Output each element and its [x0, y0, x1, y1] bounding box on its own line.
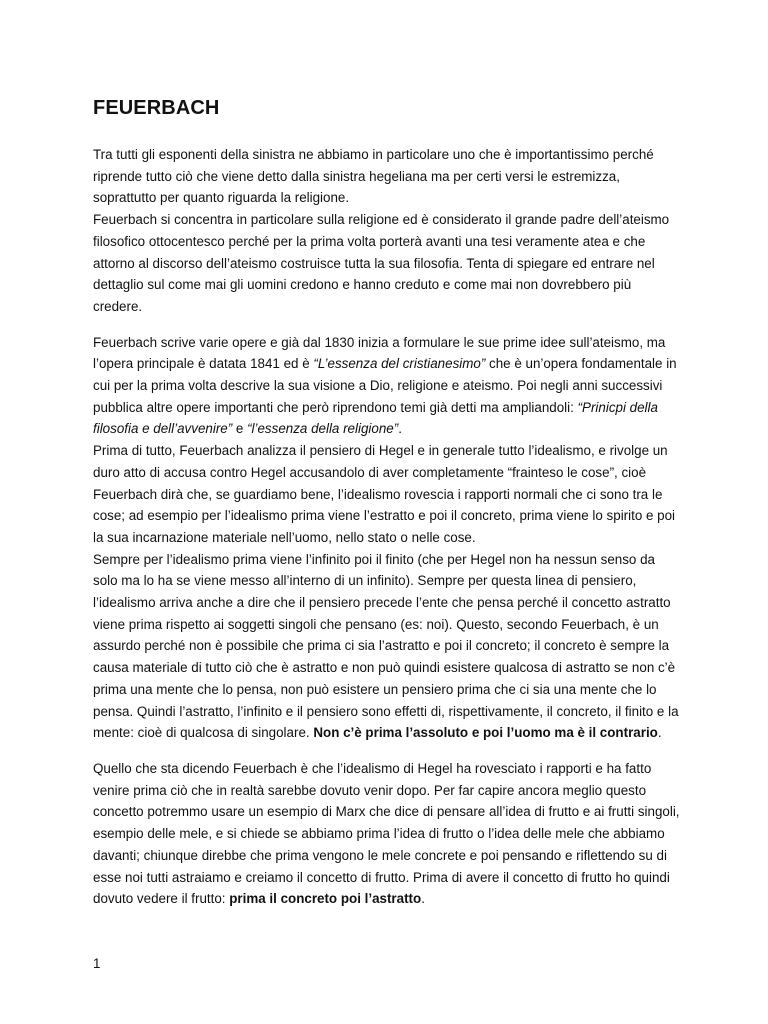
book-title-principles: “Prinicpi della filosofia e dell’avvenire”	[93, 399, 658, 437]
paragraph-intro: Tra tutti gli esponenti della sinistra ne abbiamo in particolare uno che è importantissimo perché riprende tutto ciò che viene detto dalla sinistra hegeliana ma per certi versi le estremizza, soprattutto per quanto riguarda la religione.	[93, 147, 654, 206]
text-run: Sempre per l’idealismo prima viene l’infinito poi il finito (che per Hegel non ha nessun senso da solo ma lo ha se viene messo all’interno di un infinito). Sempre per questa linea di pensiero, l’idealismo arriva anche a dire che il pensiero precede l’ente che pensa perché il concetto astratto viene prima rispetto ai soggetti singoli che pensano (es: noi). Questo, secondo Feuerbach, è un assurdo perché non è possibile che prima ci sia l’astratto e poi il concreto; il concreto è sempre la causa materiale di tutto ciò che è astratto e non può quindi esistere qualcosa di astratto se non c’è prima una mente che lo pensa, non può esistere un pensiero prima che ci sia una mente che lo pensa. Quindi l’astratto, l’infinito e il pensiero sono effetti di, rispettivamente, il concreto, il finito e la mente: cioè di qualcosa di singolare.	[93, 551, 679, 741]
text-run: Feuerbach scrive varie opere e già dal 1830 inizia a formulare le sue prime idee sull’ateismo, ma l’opera principale è datata 1841 ed è	[93, 334, 666, 372]
book-title-essence-christianity: “L’essenza del cristianesimo”	[313, 356, 486, 372]
paragraph-hegel-critique: Prima di tutto, Feuerbach analizza il pensiero di Hegel e in generale tutto l’idealismo, e rivolge un duro atto di accusa contro Hegel accusandolo di aver completamente “frainteso le cose”, cioè Feuerbach dirà che, se guardiamo bene, l’idealismo rovescia i rapporti normali che ci sono tra le cose; ad esempio per l’idealismo prima viene l’estratto e poi il concreto, prima viene lo spirito e poi la sua incarnazione materiale nell’uomo, nello stato o nelle cose.	[93, 443, 676, 545]
paragraph-works	[93, 332, 683, 441]
document-page	[93, 94, 683, 910]
bold-statement: Non c’è prima l’assoluto e poi l’uomo ma è il contrario	[313, 725, 658, 741]
book-title-essence-religion: “l’essenza della religione”	[247, 421, 399, 437]
text-run: e	[232, 421, 248, 437]
bold-conclusion: prima il concreto poi l’astratto	[229, 891, 422, 907]
text-run: .	[421, 891, 425, 907]
text-run: che è un’opera fondamentale in cui per la prima volta descrive la sua visione a Dio, religione e ateismo. Poi negli anni successivi pubblica altre opere importanti che però riprendono temi già detti ma ampliandoli:	[93, 356, 677, 415]
paragraph-atheism: Feuerbach si concentra in particolare sulla religione ed è considerato il grande padre dell’ateismo filosofico ottocentesco perché per la prima volta porterà avanti una tesi veramente atea e che attorno al discorso dell’ateismo costruisce tutta la sua filosofia. Tenta di spiegare ed entrare nel dettaglio sul come mai gli uomini credono e hanno creduto e come mai non dovrebbero più credere.	[93, 212, 670, 314]
text-run: .	[657, 725, 662, 741]
text-run: .	[398, 421, 402, 437]
text-run: Quello che sta dicendo Feuerbach è che l’idealismo di Hegel ha rovesciato i rapporti e ha fatto venire prima ciò che in realtà sarebbe dovuto venir dopo. Per far capire ancora meglio questo concetto potremmo usare un esempio di Marx che dice di pensare all’idea di frutto e ai frutti singoli, esempio delle mele, e si chiede se abbiamo prima l’idea di frutto o l’idea delle mele che abbiamo davanti; chiunque direbbe che prima vengono le mele concrete e poi pensando e riflettendo su di esse noi tutti astraiamo e creiamo il concetto di frutto. Prima di avere il concetto di frutto ho quindi dovuto vedere il frutto:	[93, 760, 680, 907]
paragraph-marx-example	[93, 758, 683, 910]
paragraph-infinite	[93, 549, 683, 744]
page-number: 1	[93, 956, 101, 971]
document-title: FEUERBACH	[93, 97, 220, 119]
